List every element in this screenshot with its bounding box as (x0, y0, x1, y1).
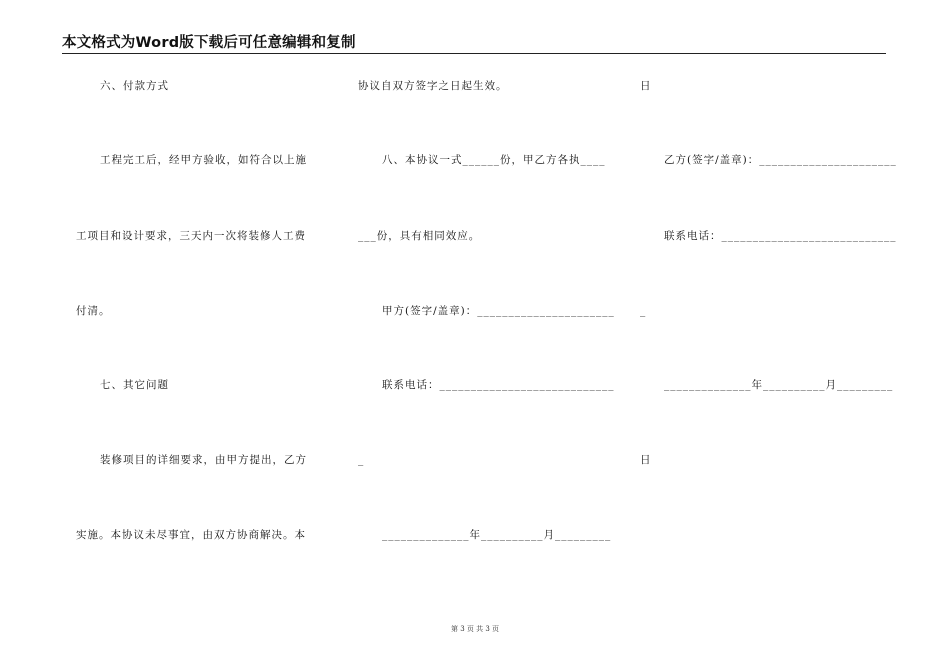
signature-line-party-b: 乙方(签字/盖章)：______________________ (664, 154, 897, 166)
header-rule (62, 53, 886, 54)
phone-line-party-a: 联系电话：____________________________ (382, 379, 615, 391)
text-line: 工项目和设计要求，三天内一次将装修人工费 (76, 230, 306, 242)
text-line: 装修项目的详细要求，由甲方提出，乙方 (100, 454, 307, 466)
date-line-party-b: ______________年__________月_________ (664, 379, 894, 391)
text-line: 日 (640, 454, 652, 466)
text-line: 实施。本协议未尽事宜，由双方协商解决。本 (76, 529, 306, 541)
text-line: _ (358, 454, 365, 466)
phone-line-party-b: 联系电话：____________________________ (664, 230, 897, 242)
text-line: 付清。 (76, 305, 111, 317)
text-line: 七、其它问题 (100, 379, 169, 391)
text-line: 工程完工后，经甲方验收，如符合以上施 (100, 154, 307, 166)
signature-line-party-a: 甲方(签字/盖章)：______________________ (382, 305, 615, 317)
text-line: 协议自双方签字之日起生效。 (358, 80, 508, 92)
text-line: 八、本协议一式______份，甲乙方各执____ (382, 154, 606, 166)
date-line-party-a: ______________年__________月_________ (382, 529, 612, 541)
text-line: _ (640, 305, 647, 317)
document-header: 本文格式为Word版下载后可任意编辑和复制 (62, 35, 356, 51)
text-line: 日 (640, 80, 652, 92)
text-line: 六、付款方式 (100, 80, 169, 92)
text-line: ___份，具有相同效应。 (358, 230, 481, 242)
page-footer: 第 3 页 共 3 页 (450, 625, 500, 633)
